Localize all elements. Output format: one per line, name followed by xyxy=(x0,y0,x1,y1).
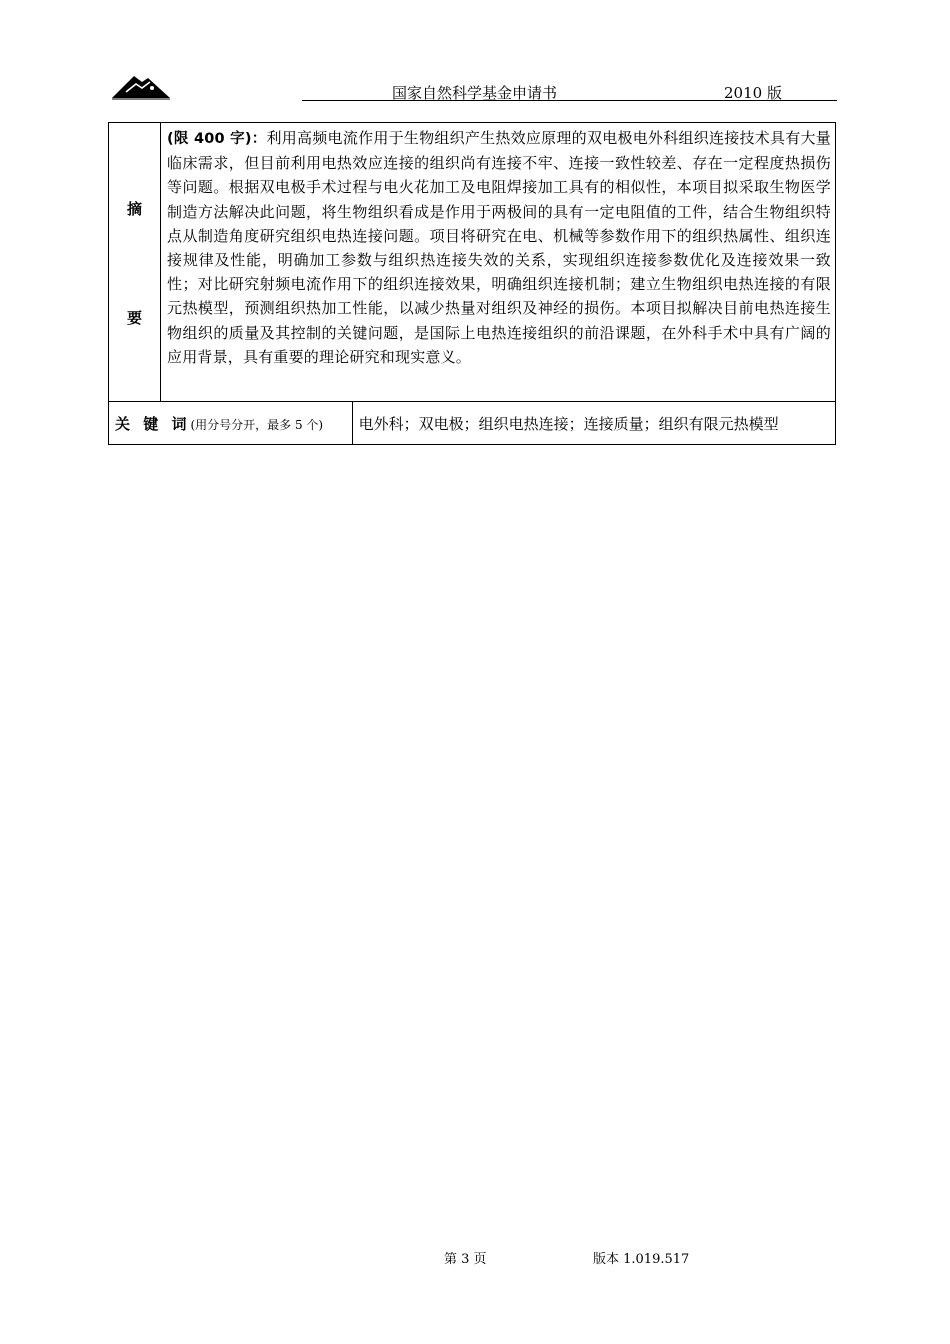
nsfc-mountain-logo-icon xyxy=(112,70,170,100)
document-title: 国家自然科学基金申请书 xyxy=(392,84,558,102)
abstract-text-block xyxy=(167,126,831,369)
abstract-label-bottom: 要 xyxy=(126,309,143,327)
abstract-text: 利用高频电流作用于生物组织产生热效应原理的双电极电外科组织连接技术具有大量临床需求，但目前利用电热效应连接的组织尚有连接不牢、连接一致性较差、存在一定程度热损伤等问题。根据双电极手术过程与电火花加工及电阻焊接加工具有的相似性，本项目拟采取生物医学制造方法解决此问题，将生物组织看成是作用于两极间的具有一定电阻值的工件，结合生物组织特点从制造角度研究组织电热连接问题。项目将研究在电、机械等参数作用下的组织热属性、组织连接规律及性能，明确加工参数与组织热连接失效的关系，实现组织连接参数优化及连接效果一致性；对比研究射频电流作用下的组织连接效果，明确组织连接机制；建立生物组织电热连接的有限元热模型，预测组织热加工性能，以减少热量对组织及神经的损伤。本项目拟解决目前电热连接生物组织的质量及其控制的关键问题，是国际上电热连接组织的前沿课题，在外科手术中具有广阔的应用背景，具有重要的理论研究和现实意义。 xyxy=(167,129,832,366)
application-form-table xyxy=(108,122,836,445)
keywords-value: 电外科；双电极；组织电热连接；连接质量；组织有限元热模型 xyxy=(358,414,779,433)
keywords-note: (用分号分开，最多 5 个) xyxy=(190,417,324,432)
abstract-limit-note: (限 400 字)： xyxy=(167,131,267,147)
document-edition: 2010 版 xyxy=(724,84,782,102)
keywords-label-cell xyxy=(109,402,353,445)
footer-page-number: 第 3 页 xyxy=(444,1252,487,1267)
page-header xyxy=(112,64,837,102)
abstract-content-cell xyxy=(161,123,836,402)
abstract-row xyxy=(109,123,836,402)
abstract-label-top: 摘 xyxy=(126,200,143,218)
keywords-label: 关 键 词 xyxy=(115,414,191,433)
keywords-value-cell xyxy=(352,402,835,445)
footer-version: 版本 1.019.517 xyxy=(593,1252,690,1267)
header-rule xyxy=(302,100,837,101)
keywords-row xyxy=(109,402,836,445)
abstract-label-cell xyxy=(109,123,161,402)
